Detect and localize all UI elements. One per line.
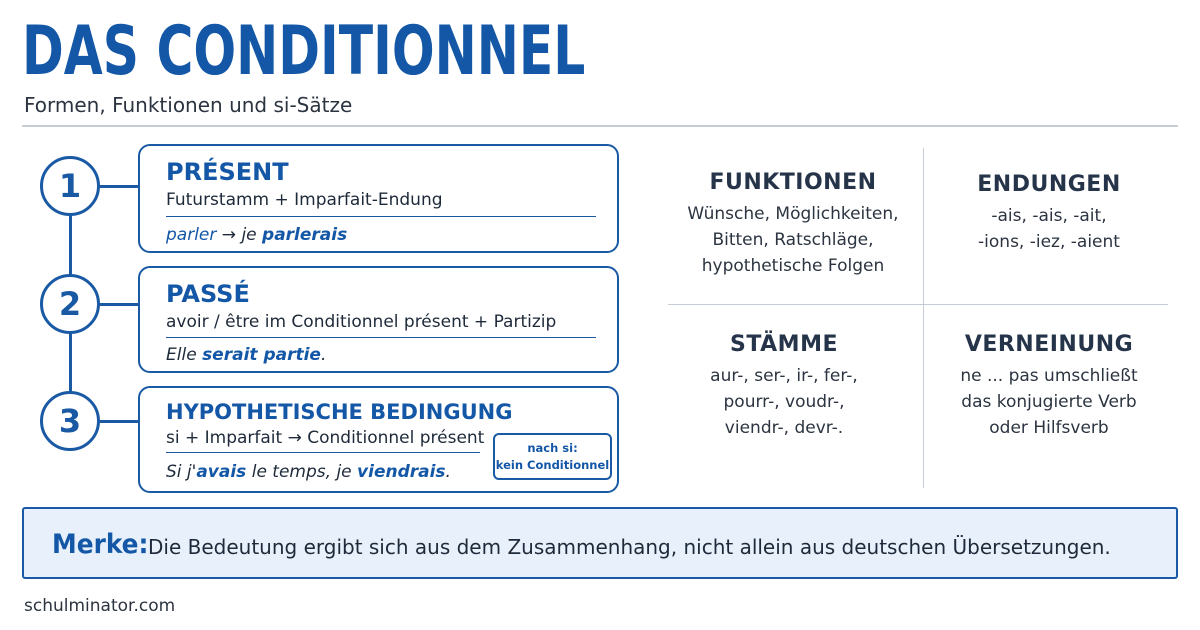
quadrant-heading: ENDUNGEN xyxy=(977,172,1121,197)
merke-text: Die Bedeutung ergibt sich aus dem Zusammenhang, nicht allein aus deutschen Übersetzungen. xyxy=(148,535,1111,559)
quadrant-divider-horizontal xyxy=(668,304,1168,305)
card-divider xyxy=(166,337,596,338)
quadrant-staemme xyxy=(659,332,909,441)
merke-box xyxy=(22,507,1178,579)
step-connector-2 xyxy=(100,303,140,306)
quadrant-endungen xyxy=(924,172,1174,255)
card-example: Si j'avais le temps, je viendrais. xyxy=(166,462,451,482)
footer-source: schulminator.com xyxy=(24,596,176,616)
card-passe xyxy=(138,266,619,373)
quadrant-body: -ais, -ais, -ait, -ions, -iez, -aient xyxy=(978,206,1120,252)
step-number-1: 1 xyxy=(40,156,100,216)
quadrant-body: aur-, ser-, ir-, fer-, pourr-, voudr-, viendr-, devr-. xyxy=(710,366,858,438)
merke-label: Merke: xyxy=(52,529,149,560)
quadrant-heading: VERNEINUNG xyxy=(964,332,1134,357)
quadrant-funktionen xyxy=(668,170,918,279)
step-number-2: 2 xyxy=(40,274,100,334)
note-badge: nach si: kein Conditionnel xyxy=(493,433,612,480)
step-number-3: 3 xyxy=(40,391,100,451)
card-formula: si + Imparfait → Conditionnel présent xyxy=(166,428,485,448)
card-divider xyxy=(166,216,596,217)
quadrant-heading: STÄMME xyxy=(730,332,838,357)
card-heading: HYPOTHETISCHE BEDINGUNG xyxy=(166,400,513,424)
page-title: DAS CONDITIONNEL xyxy=(22,12,586,91)
card-present xyxy=(138,144,619,253)
quadrant-verneinung xyxy=(924,332,1174,441)
card-heading: PASSÉ xyxy=(166,280,250,308)
step-connector-1 xyxy=(100,185,140,188)
card-formula: Futurstamm + Imparfait-Endung xyxy=(166,190,443,210)
quadrant-body: ne ... pas umschließt das konjugierte Verb oder Hilfsverb xyxy=(960,366,1138,438)
page-subtitle: Formen, Funktionen und si-Sätze xyxy=(24,93,353,117)
card-formula: avoir / être im Conditionnel présent + Partizip xyxy=(166,312,557,332)
card-example: Elle serait partie. xyxy=(166,345,327,365)
card-heading: PRÉSENT xyxy=(166,158,289,186)
card-example: parler → je parlerais xyxy=(166,225,348,245)
quadrant-heading: FUNKTIONEN xyxy=(709,170,877,195)
card-hypothetisch xyxy=(138,386,619,493)
title-divider xyxy=(22,125,1178,127)
quadrant-body: Wünsche, Möglichkeiten, Bitten, Ratschläge, hypothetische Folgen xyxy=(687,204,899,276)
card-divider xyxy=(166,452,480,453)
step-connector-3 xyxy=(100,420,140,423)
